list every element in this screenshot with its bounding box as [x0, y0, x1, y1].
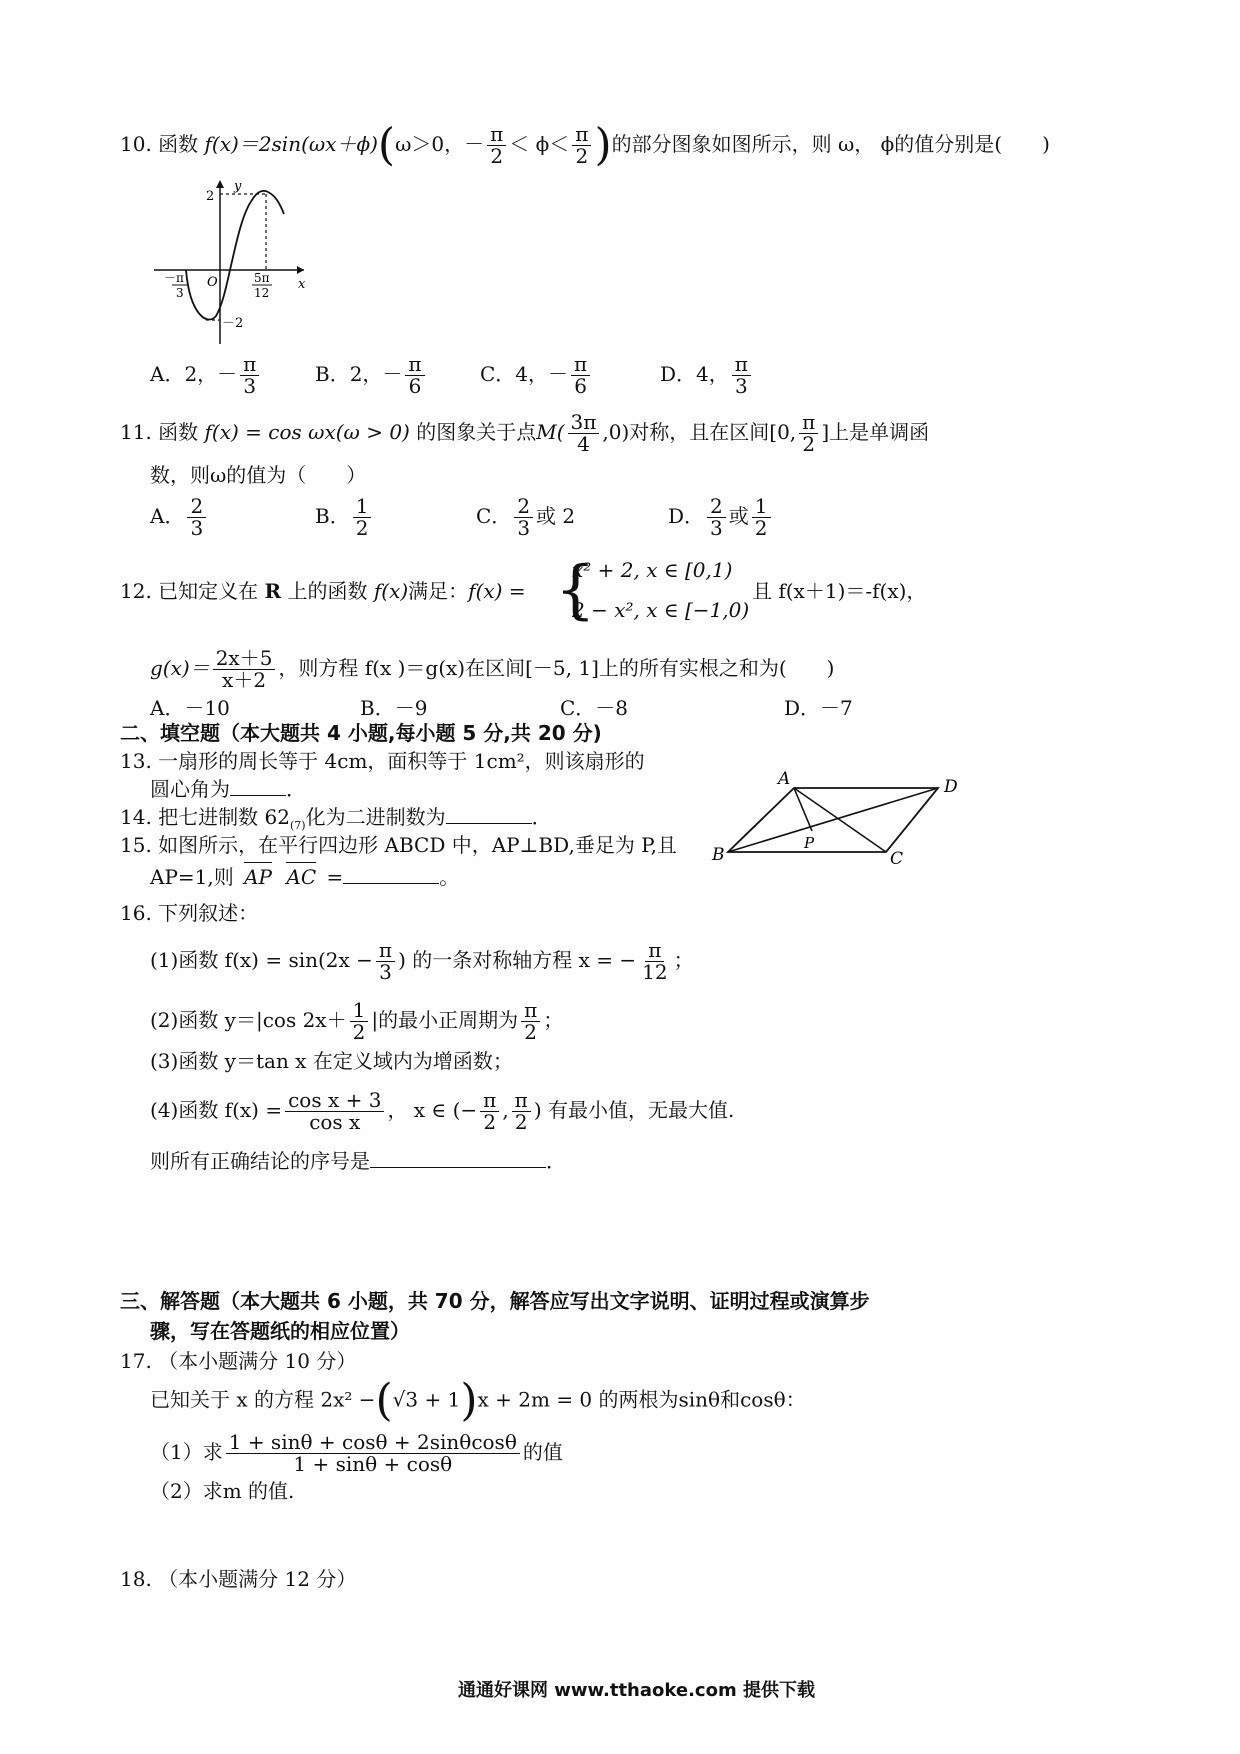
- sine-curve: [186, 191, 284, 320]
- frac-num: π: [572, 124, 591, 146]
- right-tick-den: 12: [254, 286, 270, 300]
- q17-text: 已知关于 x 的方程 2x² −: [150, 1387, 376, 1412]
- frac-num: π: [405, 354, 424, 376]
- frac-num: π: [487, 124, 506, 146]
- q10-option-b[interactable]: [315, 354, 428, 397]
- footer-watermark: 通通好课网 www.tthaoke.com 提供下载: [458, 1680, 815, 1701]
- q14-period: ．: [531, 805, 552, 829]
- frac-num: 1: [752, 496, 771, 518]
- frac-num: π: [376, 940, 395, 962]
- q15-parallelogram-figure: [700, 770, 970, 870]
- option-tail: 或: [728, 504, 749, 528]
- q13-text: 圆心角为: [150, 777, 230, 801]
- sqrt3-plus-1: √3 + 1: [392, 1387, 461, 1412]
- frac-den: 12: [642, 960, 668, 984]
- q12-case-2: 2 − x², x ∈ [−1,0): [572, 598, 750, 622]
- q10-function: f(x)＝2sin(ωx＋ϕ): [204, 132, 378, 156]
- q11-option-c[interactable]: [476, 496, 575, 539]
- frac-num: cos x + 3: [285, 1090, 384, 1112]
- q17-stem: [150, 1375, 806, 1426]
- origin-label: O: [207, 275, 218, 290]
- q13-period: ．: [286, 777, 306, 801]
- q12-line1: [120, 578, 526, 604]
- vertex-d: D: [944, 777, 958, 797]
- frac-den: 3: [710, 516, 723, 540]
- q17-title: 17. （本小题满分 10 分）: [120, 1349, 357, 1373]
- option-label: B．: [315, 504, 350, 528]
- g-of-x: g(x)＝: [150, 656, 210, 680]
- section-2-heading: 二、填空题（本大题共 4 小题,每小题 5 分,共 20 分): [120, 721, 602, 745]
- conclusion-text: 则所有正确结论的序号是: [150, 1149, 370, 1173]
- q10-lt: ＜ ϕ＜: [509, 132, 570, 156]
- point-p: P: [804, 834, 815, 852]
- q15-eq: =: [326, 865, 344, 889]
- frac-num: π: [799, 412, 818, 434]
- frac-num: π: [732, 354, 751, 376]
- frac-num: 1: [353, 496, 372, 518]
- q15-period: 。: [439, 865, 460, 889]
- left-tick-den: 3: [176, 286, 184, 300]
- vector-ap: [244, 864, 272, 890]
- q12-text: 上的函数: [281, 579, 374, 603]
- frac-den: x＋2: [222, 668, 267, 692]
- frac-den: 6: [574, 374, 587, 398]
- q10-condition: ω＞0，－: [395, 132, 485, 156]
- option-label: A．: [150, 504, 185, 528]
- q12-fx: f(x): [373, 579, 409, 603]
- q16-statement-4: [150, 1090, 734, 1133]
- option-label: D．4，: [660, 362, 729, 386]
- q12-option-a[interactable]: A．－10: [150, 696, 230, 720]
- part1-label: （1）求: [150, 1440, 223, 1464]
- s4-text: (4)函数 f(x) =: [150, 1098, 283, 1122]
- frac-num: π: [240, 354, 259, 376]
- q12-piecewise-brace: {: [555, 553, 596, 627]
- q12-f-eq: f(x) =: [468, 579, 526, 603]
- vector-ap-label: AP: [244, 865, 273, 889]
- left-tick-num: π: [176, 271, 184, 285]
- q13-line1: 13. 一扇形的周长等于 4cm，面积等于 1cm²，则该扇形的: [120, 749, 645, 773]
- q11-line1: [120, 412, 929, 455]
- q11-option-b[interactable]: [315, 496, 374, 539]
- s4-comma: ,: [502, 1098, 509, 1122]
- frac-den: 3: [517, 516, 531, 540]
- frac-den: 2: [355, 516, 369, 540]
- left-minus: －: [164, 271, 177, 285]
- point-tail: ,0): [602, 420, 630, 444]
- frac-den: 3: [243, 374, 257, 398]
- q10-number: 10. 函数: [120, 132, 205, 156]
- s1-end: ；: [673, 948, 694, 972]
- q14-text: 14. 把七进制数 62: [120, 805, 290, 829]
- option-label: D．: [668, 504, 705, 528]
- frac-den: 2: [754, 516, 768, 540]
- frac-den: 2: [490, 144, 504, 168]
- ymax-label: 2: [206, 189, 215, 204]
- frac-num: 1 + sinθ + cosθ + 2sinθcosθ: [226, 1432, 520, 1454]
- q10-fraction-2: [572, 124, 591, 167]
- frac-num: π: [521, 1000, 540, 1022]
- vertex-b: B: [712, 845, 725, 865]
- q12-line1-tail: 且 f(x＋1)＝-f(x)，: [752, 579, 927, 603]
- right-paren: ): [594, 119, 612, 171]
- frac-num: π: [512, 1090, 531, 1112]
- vector-arrow-icon: [286, 862, 316, 863]
- option-label: C．4，－: [480, 362, 569, 386]
- frac-den: 2: [575, 144, 589, 168]
- interval-close: ]: [821, 420, 830, 444]
- q12-question: ，则方程 f(x )＝g(x)在区间[－5, 1]上的所有实根之和为( ): [278, 656, 835, 680]
- q12-line2: [150, 648, 835, 691]
- option-tail: 或 2: [536, 504, 576, 528]
- option-label: B．2，－: [315, 362, 403, 386]
- frac-den: 1 + sinθ + cosθ: [293, 1452, 453, 1476]
- q17-part-2: （2）求m 的值.: [150, 1479, 295, 1503]
- q15-answer-blank[interactable]: [343, 883, 439, 884]
- q11-point-fraction: [568, 412, 600, 455]
- q10-option-c[interactable]: [480, 354, 593, 397]
- q15-text: AP=1,则: [150, 865, 234, 889]
- frac-num: π: [645, 940, 664, 962]
- q11-number: 11. 函数: [120, 420, 205, 444]
- q17-part-1: [150, 1432, 563, 1475]
- vertex-c: C: [890, 849, 904, 869]
- q11-interval-fraction: [799, 412, 818, 455]
- frac-num: 3π: [568, 412, 600, 434]
- frac-num: 1: [350, 1000, 369, 1022]
- q16-answer-blank[interactable]: [370, 1167, 546, 1168]
- right-tick-num: 5π: [254, 271, 270, 285]
- frac-den: 2: [483, 1110, 497, 1134]
- q12-number: 12. 已知定义在: [120, 579, 265, 603]
- q15-line2: [150, 864, 459, 890]
- q16-statement-2: [150, 1000, 563, 1043]
- q15-line1: 15. 如图所示，在平行四边形 ABCD 中，AP⊥BD,垂足为 P,且: [120, 833, 677, 857]
- q16-statement-1: [150, 940, 694, 983]
- q11-text-2: 对称，且在区间: [629, 420, 770, 444]
- q16-stem: 16. 下列叙述：: [120, 901, 259, 925]
- q12-option-c[interactable]: C．－8: [560, 696, 629, 720]
- s2-end: ；: [543, 1008, 564, 1032]
- frac-den: 3: [190, 516, 204, 540]
- frac-den: 4: [577, 432, 590, 456]
- q11-text: 的图象关于点: [409, 420, 537, 444]
- frac-den: 6: [408, 374, 422, 398]
- point-m: M(: [536, 420, 565, 444]
- part1-end: 的值: [522, 1440, 563, 1464]
- q11-option-a[interactable]: [150, 496, 209, 539]
- frac-den: 2: [802, 432, 816, 456]
- base-subscript: (7): [289, 819, 306, 832]
- real-set-symbol: R: [264, 579, 282, 603]
- right-paren: ): [460, 1375, 478, 1426]
- conclusion-period: ．: [546, 1149, 566, 1173]
- s2-text: (2)函数 y＝|cos 2x＋: [150, 1008, 347, 1032]
- q16-conclusion: [150, 1148, 566, 1174]
- q14-text-2: 化为二进制数为: [305, 805, 446, 829]
- q11-option-d[interactable]: [668, 496, 774, 539]
- frac-num: 2: [187, 496, 206, 518]
- x-label: x: [298, 277, 306, 292]
- section-3-heading-line1: 三、解答题（本大题共 6 小题，共 70 分，解答应写出文字说明、证明过程或演算步: [120, 1289, 870, 1313]
- option-label: C．: [476, 504, 512, 528]
- frac-num: π: [480, 1090, 499, 1112]
- left-paren: (: [375, 1375, 393, 1426]
- frac-den: 2: [514, 1110, 528, 1134]
- q12-text-2: 满足：: [408, 579, 469, 603]
- q10-stem: [120, 119, 1050, 171]
- q12-g-fraction: [213, 648, 276, 691]
- vertex-a: A: [778, 770, 791, 789]
- q12-option-d[interactable]: D．－7: [784, 696, 853, 720]
- q10-option-a[interactable]: [150, 354, 262, 397]
- y-label: y: [234, 179, 242, 194]
- q18-title: 18. （本小题满分 12 分）: [120, 1567, 357, 1591]
- frac-num: 2: [514, 496, 533, 518]
- s4-end: ) 有最小值，无最大值.: [533, 1098, 735, 1122]
- vector-ac-label: AC: [286, 865, 317, 889]
- s2-text-2: |的最小正周期为: [371, 1008, 519, 1032]
- s4-text-2: ， x ∈ (−: [387, 1098, 478, 1122]
- frac-num: 2x＋5: [213, 648, 276, 670]
- diagonal-bd: [728, 788, 938, 852]
- x-axis-arrow-icon: [297, 266, 304, 274]
- s1-text-2: ) 的一条对称轴方程 x = −: [398, 948, 637, 972]
- q12-option-b[interactable]: B．－9: [360, 696, 428, 720]
- q10-sine-graph: [150, 178, 310, 346]
- q16-statement-3: (3)函数 y＝tan x 在定义域内为增函数；: [150, 1049, 513, 1073]
- frac-num: 2: [707, 496, 726, 518]
- q17-text-2: x + 2m = 0 的两根为sinθ和cosθ：: [477, 1387, 806, 1412]
- q10-fraction-1: [487, 124, 506, 167]
- q10-question: 的部分图象如图所示，则 ω， ϕ的值分别是( ): [611, 132, 1050, 156]
- frac-den: cos x: [309, 1110, 361, 1134]
- section-3-heading-line2: 骤，写在答题纸的相应位置）: [150, 1319, 410, 1343]
- q10-option-d[interactable]: [660, 354, 754, 397]
- q12-case-1: x² + 2, x ∈ [0,1): [572, 558, 733, 582]
- option-label: A．2，－: [150, 362, 238, 386]
- q13-line2: [150, 776, 306, 802]
- vector-arrow-icon: [244, 862, 272, 863]
- q11-line2: 数，则ω的值为（ ）: [150, 463, 367, 487]
- q11-function: f(x) = cos ωx(ω > 0): [204, 420, 410, 444]
- frac-num: π: [571, 354, 590, 376]
- frac-den: 2: [352, 1020, 366, 1044]
- left-paren: (: [377, 119, 396, 171]
- y-axis-arrow-icon: [216, 180, 224, 188]
- q13-answer-blank[interactable]: [230, 795, 286, 796]
- frac-den: 3: [379, 960, 392, 984]
- frac-den: 2: [524, 1020, 538, 1044]
- s1-text: (1)函数 f(x) = sin(2x −: [150, 948, 373, 972]
- ymin-label: －2: [222, 316, 244, 331]
- vector-ac: [286, 864, 316, 890]
- frac-den: 3: [734, 374, 748, 398]
- q11-text-3: 上是单调函: [829, 420, 930, 444]
- interval-open: [0,: [769, 420, 797, 444]
- q14-answer-blank[interactable]: [446, 823, 532, 824]
